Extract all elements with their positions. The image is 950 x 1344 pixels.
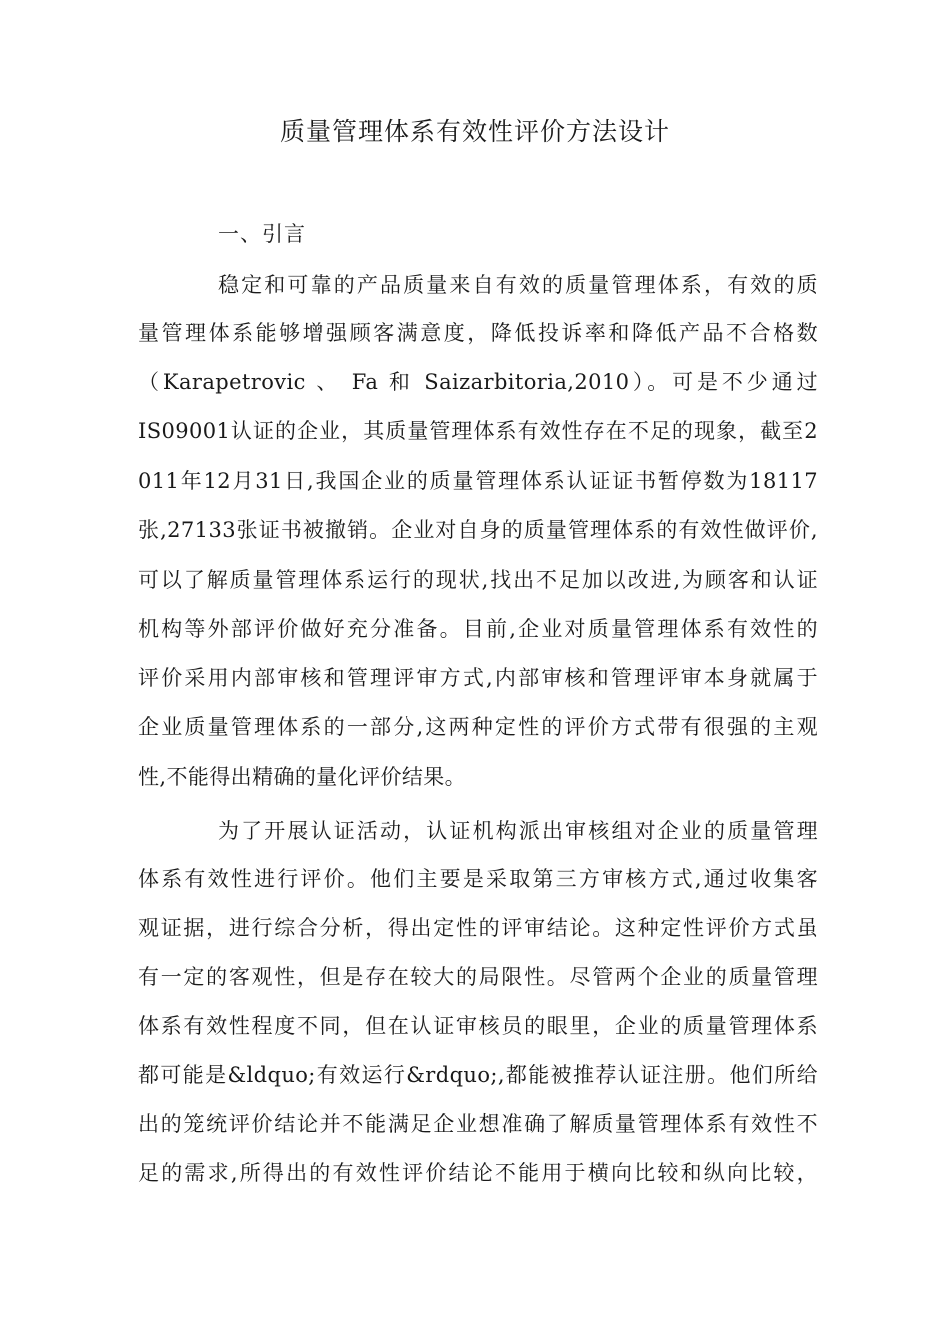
paragraph-line: 机构等外部评价做好充分准备。目前,企业对质量管理体系有效性的 <box>138 617 818 641</box>
paragraph-line: 稳定和可靠的产品质量来自有效的质量管理体系，有效的质 <box>218 273 818 297</box>
paragraph-line: 张,27133张证书被撤销。企业对自身的质量管理体系的有效性做评价, <box>138 518 818 542</box>
paragraph-line: （Karapetrovic 、 Fa 和 Saizarbitoria,2010）。可是不少通过 <box>138 370 818 394</box>
document-title: 质量管理体系有效性评价方法设计 <box>279 117 670 146</box>
paragraph-line: 足的需求,所得出的有效性评价结论不能用于横向比较和纵向比较， <box>138 1161 818 1185</box>
paragraph-line: 可以了解质量管理体系运行的现状,找出不足加以改进,为顾客和认证 <box>138 568 818 592</box>
paragraph-line: 为了开展认证活动，认证机构派出审核组对企业的质量管理 <box>218 819 818 843</box>
paragraph-line: 量管理体系能够增强顾客满意度，降低投诉率和降低产品不合格数 <box>138 321 818 345</box>
paragraph-line: 有一定的客观性，但是存在较大的局限性。尽管两个企业的质量管理 <box>138 965 818 989</box>
paragraph-line: 011年12月31日,我国企业的质量管理体系认证证书暂停数为18117 <box>138 469 818 493</box>
paragraph-line: 体系有效性程度不同，但在认证审核员的眼里，企业的质量管理体系 <box>138 1014 818 1038</box>
paragraph-line: 体系有效性进行评价。他们主要是采取第三方审核方式,通过收集客 <box>138 867 818 891</box>
paragraph-line: 评价采用内部审核和管理评审方式,内部审核和管理评审本身就属于 <box>138 666 818 690</box>
paragraph-line: 出的笼统评价结论并不能满足企业想准确了解质量管理体系有效性不 <box>138 1112 818 1136</box>
paragraph-line: 企业质量管理体系的一部分,这两种定性的评价方式带有很强的主观 <box>138 715 818 739</box>
paragraph-line: 都可能是&ldquo;有效运行&rdquo;,都能被推荐认证注册。他们所给 <box>138 1063 818 1087</box>
paragraph-line: IS09001认证的企业，其质量管理体系有效性存在不足的现象，截至2 <box>138 419 818 443</box>
section-heading: 一、引言 <box>218 222 306 246</box>
paragraph-line: 观证据，进行综合分析，得出定性的评审结论。这种定性评价方式虽 <box>138 916 818 940</box>
paragraph-line: 性,不能得出精确的量化评价结果。 <box>138 765 467 789</box>
